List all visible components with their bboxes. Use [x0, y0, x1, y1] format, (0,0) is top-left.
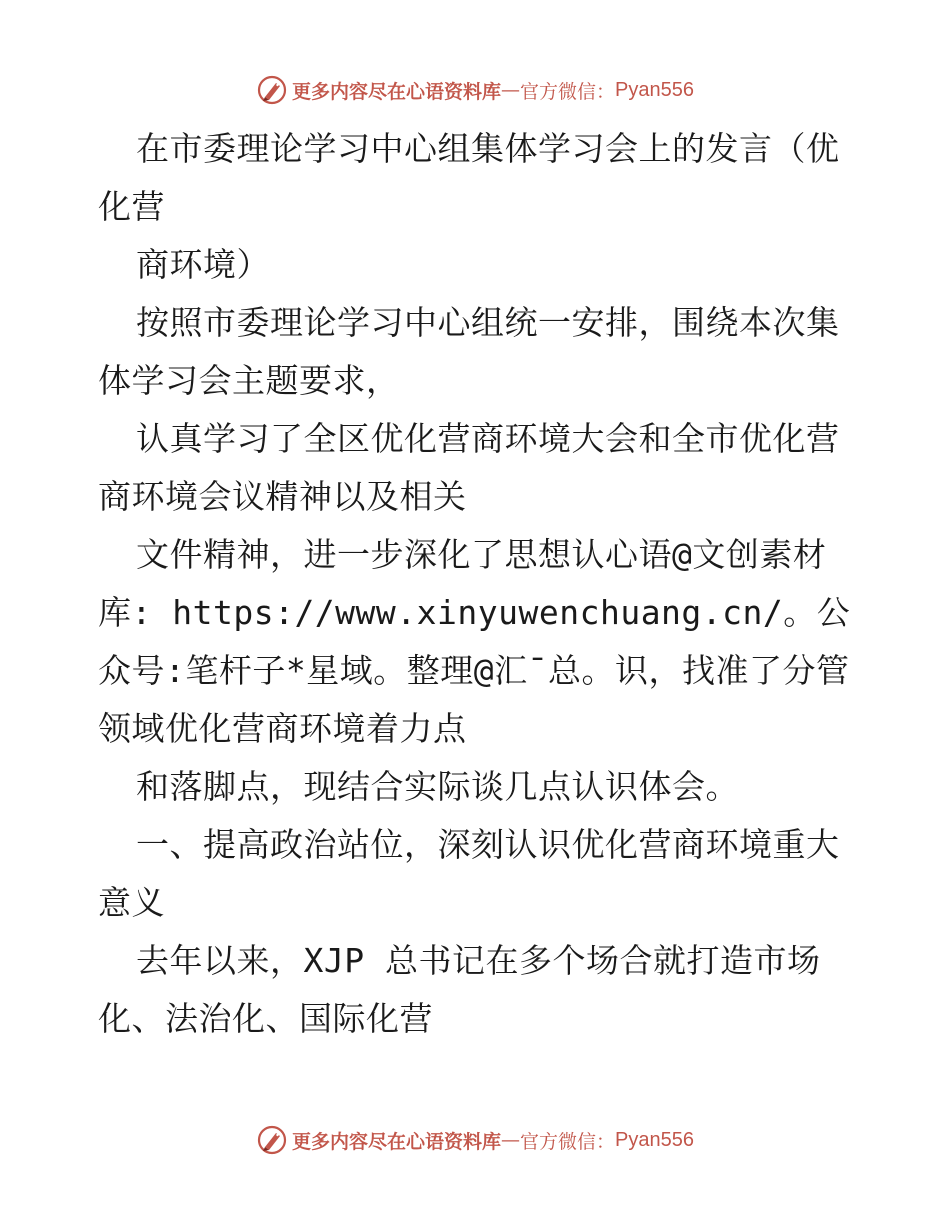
pen-logo-icon [256, 74, 288, 106]
banner-separator: — [501, 1129, 521, 1151]
document-body [98, 120, 858, 1048]
banner-main-text: 更多内容尽在心语资料库 [292, 1130, 502, 1153]
paragraph: 和落脚点，现结合实际谈几点认识体会。 [136, 767, 739, 806]
footer-banner [0, 1120, 950, 1160]
banner-wechat-id: Pyan556 [615, 1128, 694, 1151]
banner-main-text: 更多内容尽在心语资料库 [292, 80, 502, 103]
paragraph: 认真学习了全区优化营商环境大会和全市优化营商环境会议精神以及相关 [98, 419, 840, 516]
banner-wechat-id: Pyan556 [615, 78, 694, 101]
banner-separator: — [501, 79, 521, 101]
paragraph: 文件精神，进一步深化了思想认心语@文创素材库: https://www.xinyuwenchuang.cn/。公众号:笔杆子*星域。整理@汇¯总。识，找准了分管领域优化营商环境着力点 [98, 535, 851, 748]
header-banner [0, 70, 950, 110]
paragraph-title-cont: 商环境） [136, 245, 270, 284]
section-heading: 一、提高政治站位，深刻认识优化营商环境重大意义 [98, 825, 840, 922]
pen-logo-icon [256, 1124, 288, 1156]
banner-wechat-label: 官方微信： [520, 1130, 616, 1153]
paragraph: 按照市委理论学习中心组统一安排，围绕本次集体学习会主题要求， [98, 303, 840, 400]
paragraph: 去年以来，XJP 总书记在多个场合就打造市场化、法治化、国际化营 [98, 941, 821, 1038]
paragraph-title: 在市委理论学习中心组集体学习会上的发言（优化营 [98, 129, 840, 226]
banner-wechat-label: 官方微信： [520, 80, 616, 103]
